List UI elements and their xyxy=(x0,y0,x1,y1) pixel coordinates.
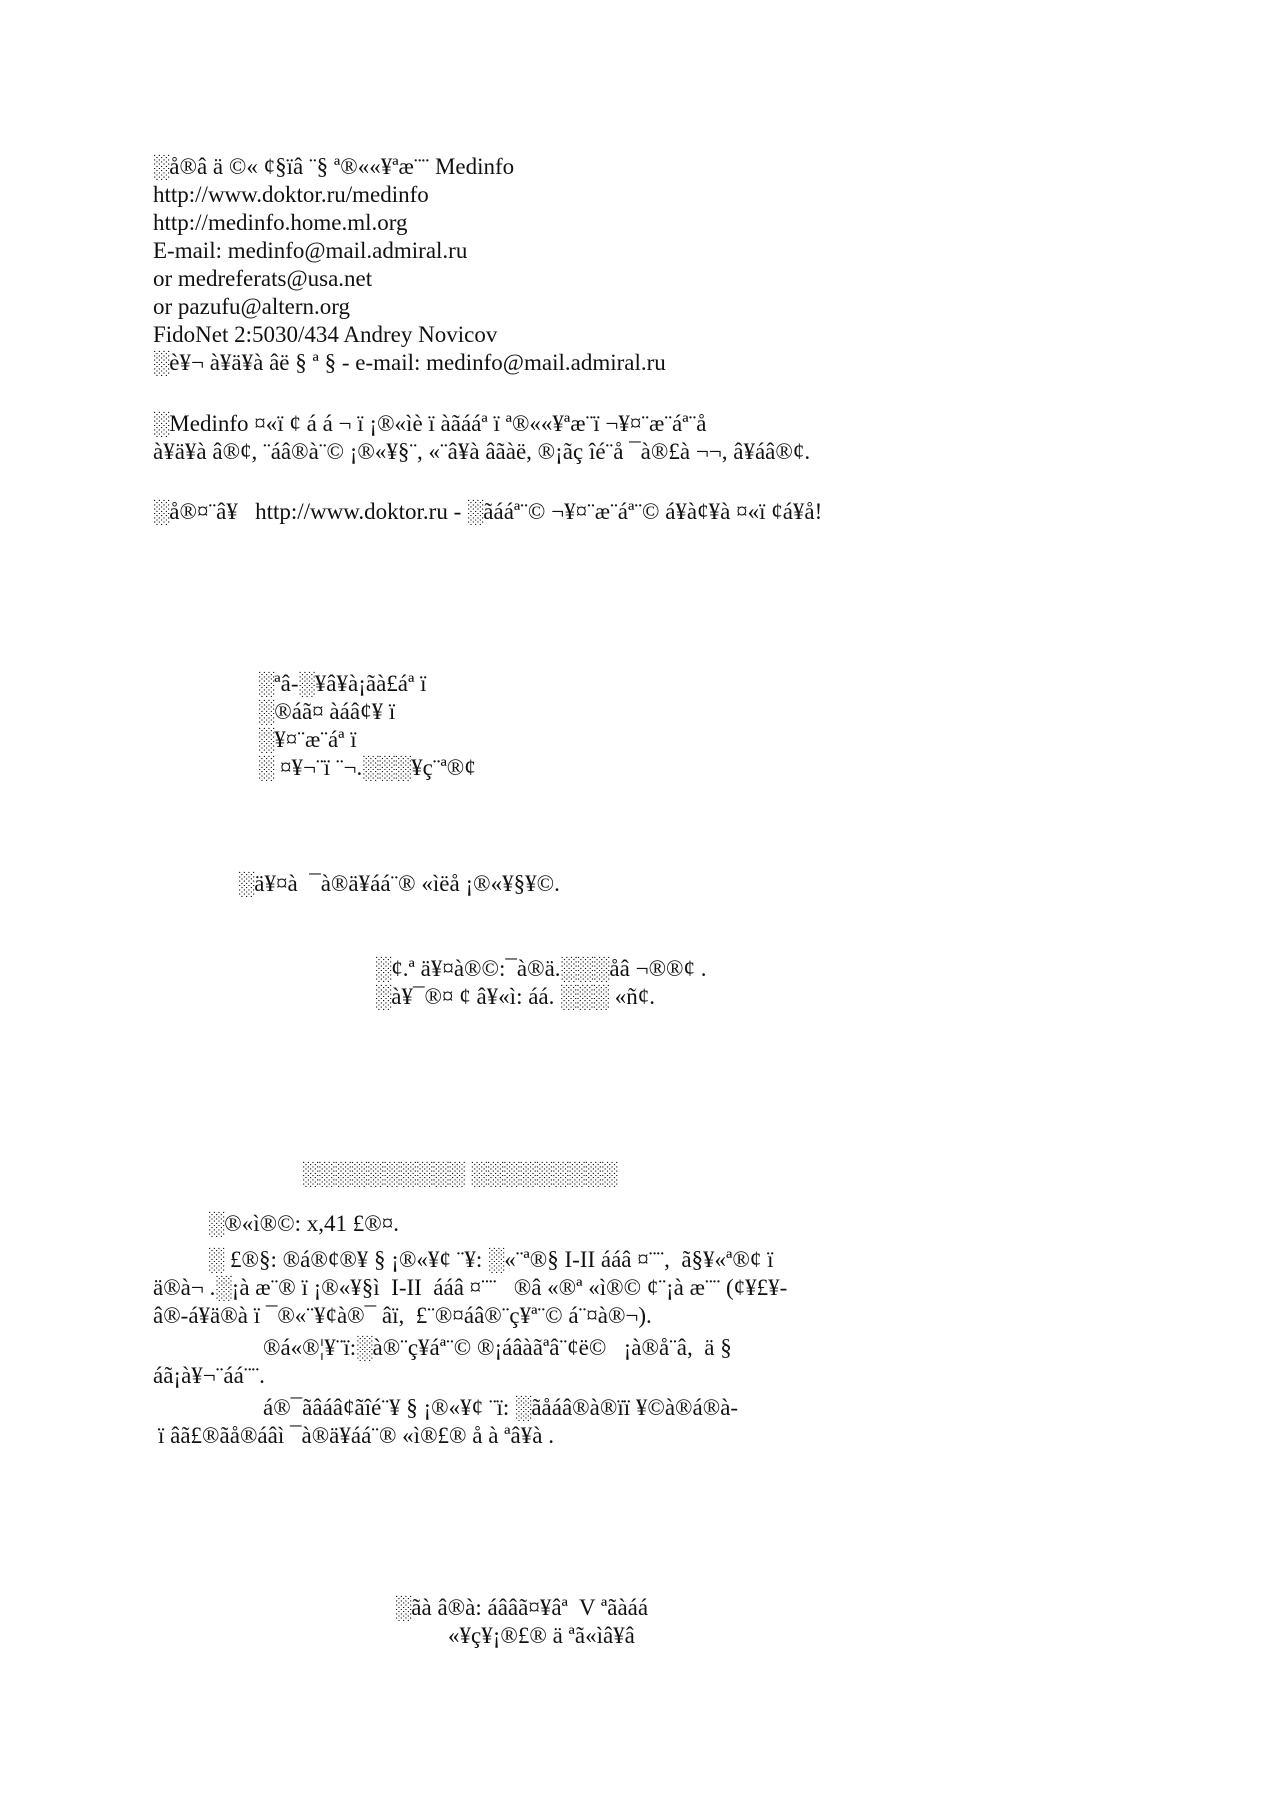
case-line-5: ®á«®¦¥¨ï:░à®¨ç¥áª¨© ®¡áâàãªâ¨¢ë© ¡à®å¨â, ä § xyxy=(263,1335,732,1360)
staff-line-1: ░¢.ª ä¥¤à®©:¯à®ä.░░░åâ ¬®®¢ . xyxy=(375,956,707,981)
case-line-6: áã¡à¥¬¨áá¨¨. xyxy=(153,1363,265,1388)
document-title: ░░░░░░░░░░ ░░░░░░░░░ xyxy=(302,1161,618,1186)
institution-line-1: ░ªâ-░¥â¥à¡ãà£áª ï xyxy=(258,671,427,696)
case-line-4: â®-á¥ä®à ï ¯®«¨¥¢à®¯ âï, £¨®¤áâ®¨ç¥ª¨© á¨¤à®¬). xyxy=(153,1303,652,1328)
header-line-4: E-mail: medinfo@mail.admiral.ru xyxy=(153,238,468,263)
header-line-6: or pazufu@altern.org xyxy=(153,294,351,319)
case-line-2: ░ £®§: ®á®¢®¥ § ¡®«¥¢ ¨¥: ░«¨ª®§ I-II ááâ ¤¨¨, ã§¥«ª®¢ ï xyxy=(208,1247,774,1272)
header-line-5: or medreferats@usa.net xyxy=(153,266,373,291)
header-line-3: http://medinfo.home.ml.org xyxy=(153,210,408,235)
curator-line-2: «¥ç¥¡®£® ä ªã«ìâ¥â xyxy=(448,1623,635,1648)
header-line-8: ░è¥¬ à¥ä¥à âë § ª § - e-mail: medinfo@mail.admiral.ru xyxy=(153,350,666,375)
department-line: ░ä¥¤à ¯à®ä¥áá¨® «ìëå ¡®«¥§¥©. xyxy=(238,871,560,896)
header-line-2: http://www.doktor.ru/medinfo xyxy=(153,182,429,207)
intro-line-2: à¥ä¥à â®¢, ¨áâ®à¨© ¡®«¥§¨, «¨â¥à âãàë, ®¡ãç îé¨å ¯à®£à ¬¬, â¥áâ®¢. xyxy=(153,439,811,464)
institution-line-3: ░¥¤¨æ¨áª ï xyxy=(258,727,357,752)
case-line-3: ä®à¬ .░¡à æ¨® ï ¡®«¥§ì I-II ááâ ¤¨¨ ®â «®ª «ì®© ¢¨¡à æ¨¨ (¢¥£¥- xyxy=(153,1275,788,1300)
case-line-1: ░®«ì®©: x,41 £®¤. xyxy=(208,1211,399,1236)
case-line-8: ï âã£®ãå®áâì ¯à®ä¥áá¨® «ì®£® å à ªâ¥à . xyxy=(158,1423,554,1448)
header-line-1: ░å®â ä ©« ¢§ïâ ¨§ ª®««¥ªæ¨¨ Medinfo xyxy=(153,154,515,179)
intro-line-1: ░Medinfo ¤«ï ¢ á á ¬ ï ¡®«ìè ï àãááª ï ª®««¥ªæ¨ï ¬¥¤¨æ¨áª¨å xyxy=(153,411,707,436)
curator-line-1: ░ãà â®à: áââã¤¥âª V ªãàáá xyxy=(395,1595,649,1620)
institution-line-2: ░®áã¤ àáâ¢¥ ï xyxy=(258,699,396,724)
case-line-7: á®¯ãâáâ¢ãîé¨¥ § ¡®«¥¢ ¨ï: ░ãåáâ®à®ïï ¥©à®á®à- xyxy=(263,1395,739,1420)
institution-line-4: ░ ¤¥¬¨ï ¨¬.░░░¥ç¨ª®¢ xyxy=(258,755,476,780)
staff-line-2: ░à¥¯®¤ ¢ â¥«ì: áá. ░░░ «ñ¢. xyxy=(375,984,656,1009)
promo-line: ░å®¤¨â¥ http://www.doktor.ru - ░ãááª¨© ¬¥¤¨æ¨áª¨© á¥à¢¥à ¤«ï ¢á¥å! xyxy=(153,499,823,524)
header-line-7: FidoNet 2:5030/434 Andrey Novicov xyxy=(153,322,498,347)
